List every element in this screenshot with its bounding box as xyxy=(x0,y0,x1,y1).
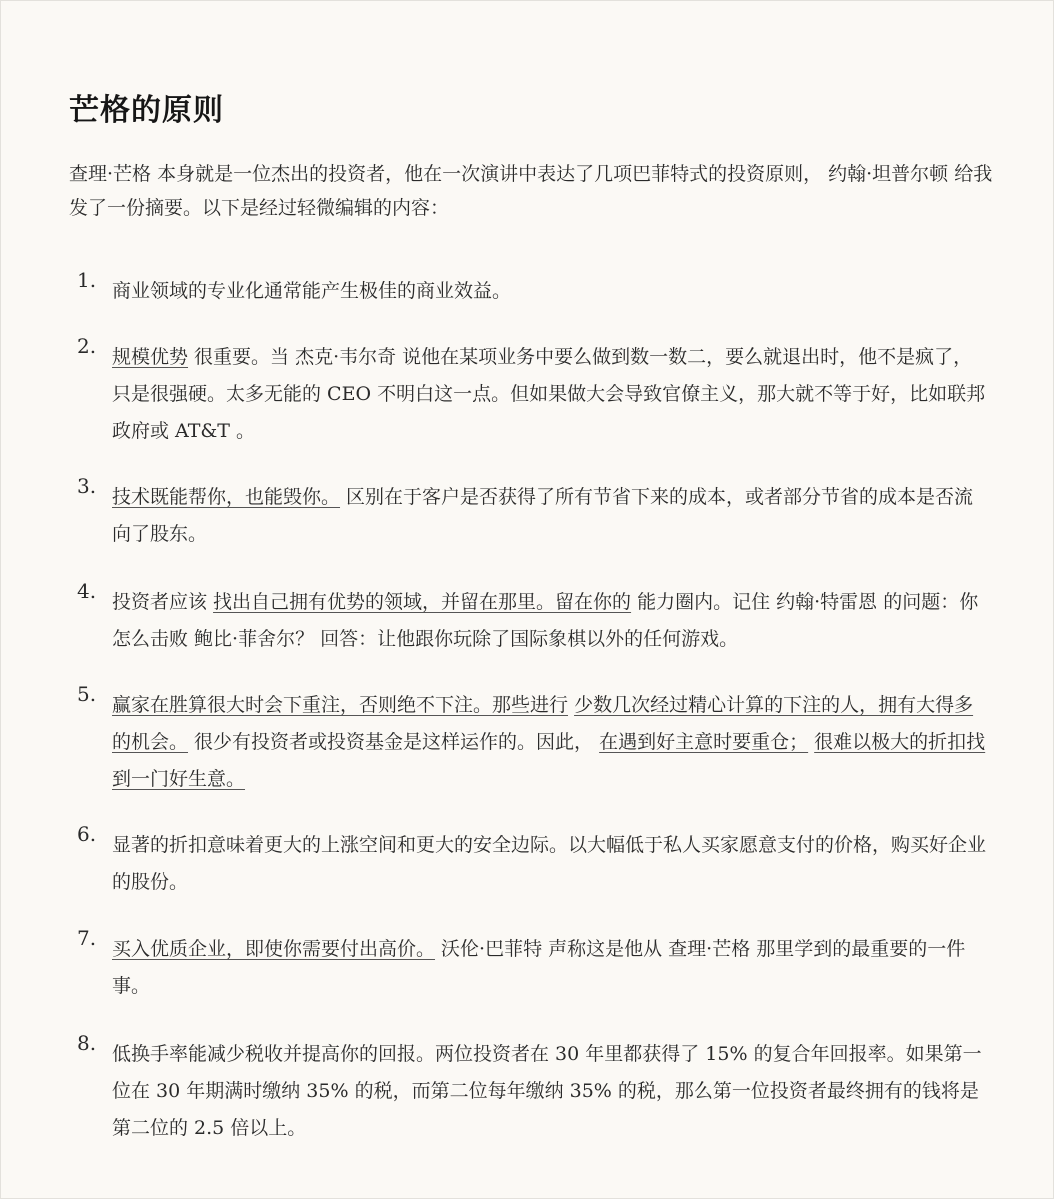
item-text xyxy=(112,687,987,798)
item-text xyxy=(112,339,987,450)
item-text xyxy=(112,273,987,310)
underlined-phrase: 规模优势 xyxy=(112,346,189,368)
item-text xyxy=(112,827,987,901)
item-number: 3. xyxy=(77,474,97,498)
underlined-phrase: 技术既能帮你，也能毁你。 xyxy=(112,486,341,508)
underlined-phrase: 买入优质企业，即使你需要付出高价。 xyxy=(112,938,436,960)
intro-paragraph: 查理·芒格 本身就是一位杰出的投资者，他在一次演讲中表达了几项巴菲特式的投资原则， 约翰·坦普尔顿 给我发了一份摘要。以下是经过轻微编辑的内容： xyxy=(69,163,993,219)
underlined-phrase: 少数几次经过精心计算的下注的人，拥有大得多的机会。 xyxy=(112,694,974,753)
item-text xyxy=(112,479,987,553)
item-number: 8. xyxy=(77,1031,97,1055)
text-segment: 投资者应该 xyxy=(112,591,214,613)
text-segment: 沃伦·巴菲特 声称这是他从 查理·芒格 那里学到的最重要的一件事。 xyxy=(112,938,966,997)
text-segment: 区别在于客户是否获得了所有节省下来的成本，或者部分节省的成本是否流向了股东。 xyxy=(112,486,974,545)
item-number: 1. xyxy=(77,268,97,292)
text-segment: 商业领域的专业化通常能产生极佳的商业效益。 xyxy=(112,280,512,302)
item-text xyxy=(112,931,987,1005)
item-number: 7. xyxy=(77,926,97,950)
text-segment: 能力圈内。记住 约翰·特雷恩 的问题：你怎么击败 鲍比·菲舍尔？ 回答：让他跟你玩除了国际象棋以外的任何游戏。 xyxy=(112,591,979,650)
underlined-phrase: 赢家在胜算很大时会下重注，否则绝不下注。那些进行 xyxy=(112,694,569,716)
item-number: 6. xyxy=(77,822,97,846)
item-number: 2. xyxy=(77,334,97,358)
item-number: 5. xyxy=(77,682,97,706)
text-segment: 很重要。当 杰克·韦尔奇 说他在某项业务中要么做到数一数二，要么就退出时，他不是疯了，只是很强硬。太多无能的 CEO 不明白这一点。但如果做大会导致官僚主义，那大就不等于好，比如联邦政府或 AT&T 。 xyxy=(112,346,986,442)
page-title: 芒格的原则 xyxy=(69,93,224,128)
item-text xyxy=(112,584,987,658)
text-segment: 显著的折扣意味着更大的上涨空间和更大的安全边际。以大幅低于私人买家愿意支付的价格，购买好企业的股份。 xyxy=(112,834,987,893)
underlined-phrase: 找出自己拥有优势的领域，并留在那里。留在你的 xyxy=(213,591,632,613)
item-number: 4. xyxy=(77,579,97,603)
item-text xyxy=(112,1036,987,1147)
underlined-phrase: 在遇到好主意时要重仓； xyxy=(599,731,809,753)
text-segment: 很少有投资者或投资基金是这样运作的。因此， xyxy=(188,731,600,753)
text-segment: 低换手率能减少税收并提高你的回报。两位投资者在 30 年里都获得了 15% 的复合年回报率。如果第一位在 30 年期满时缴纳 35% 的税，而第二位每年缴纳 35% 的税，那么第一位投资者最终拥有的钱将是第二位的 2.5 倍以上。 xyxy=(112,1043,982,1139)
underlined-phrase: 很难以极大的折扣找到一门好生意。 xyxy=(112,731,986,790)
